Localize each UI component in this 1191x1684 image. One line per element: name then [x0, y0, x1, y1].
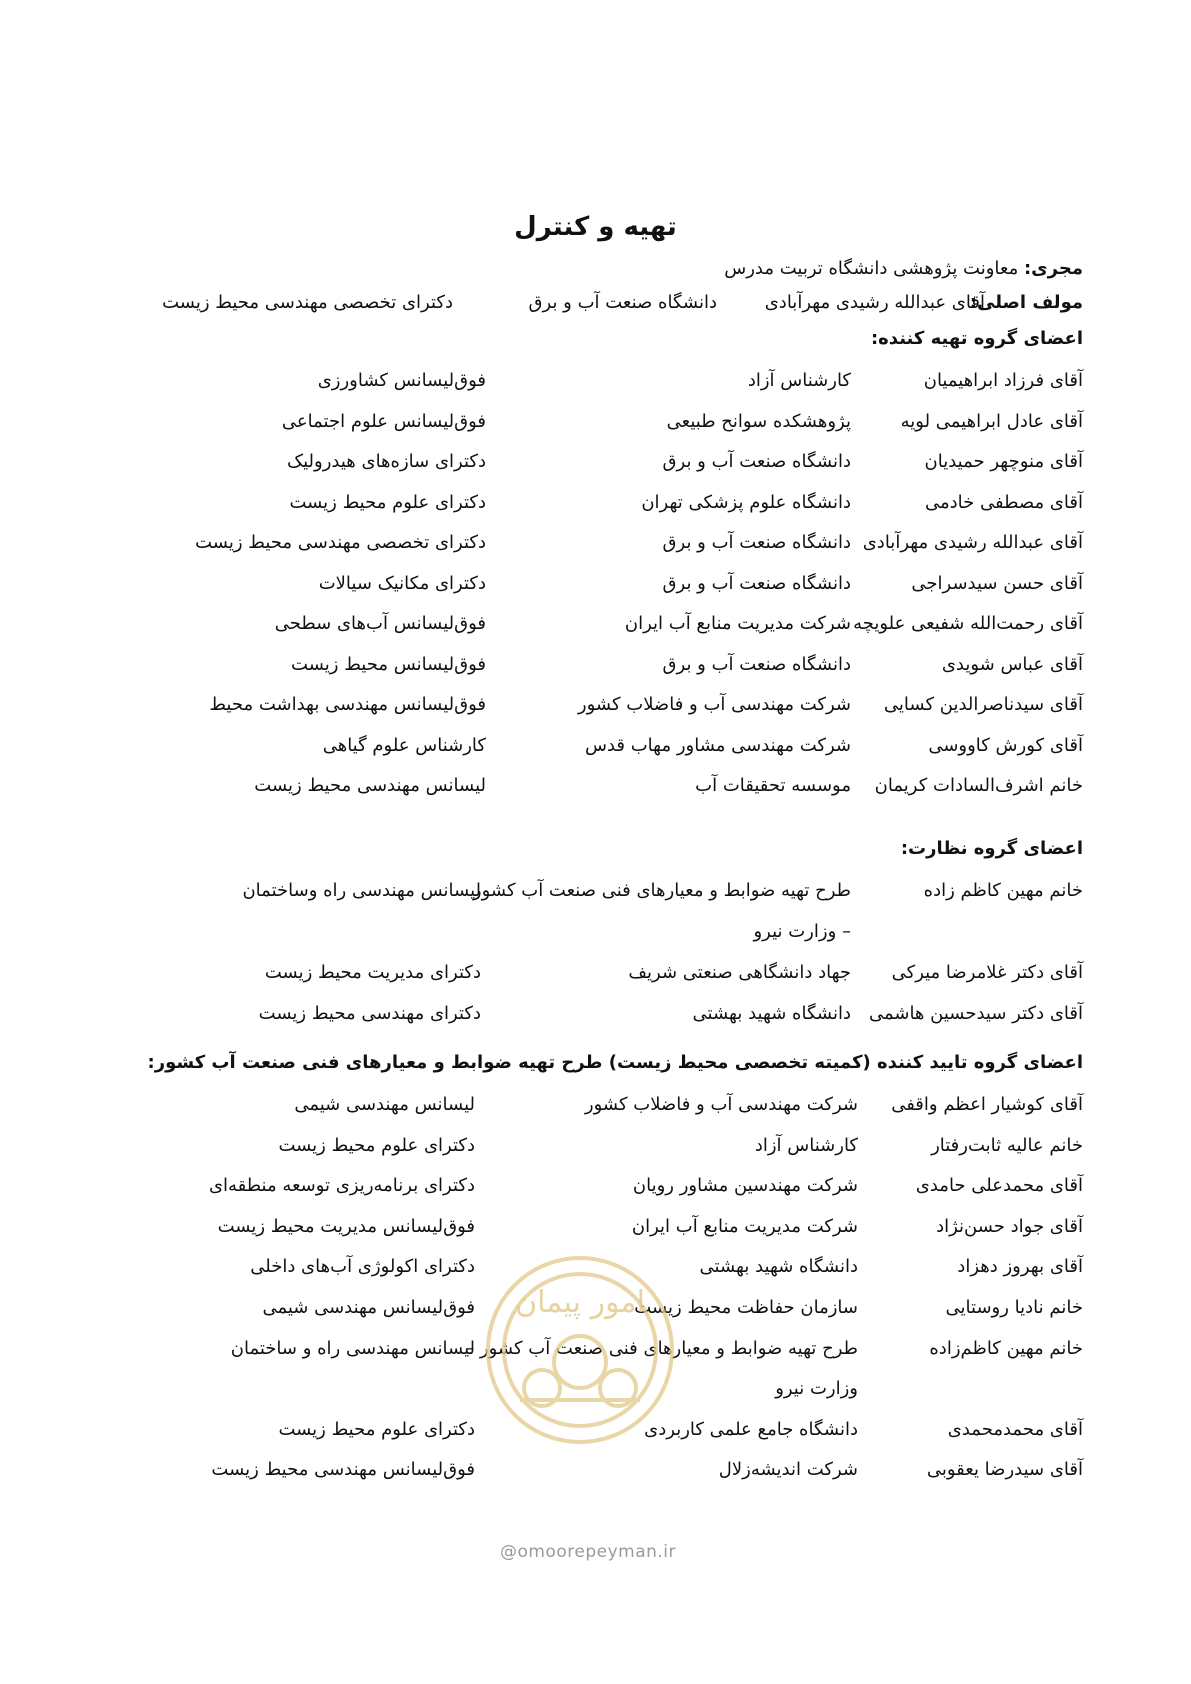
main-author-row [0, 292, 1191, 322]
member-degree: دکترای سازه‌های هیدرولیک [286, 451, 486, 472]
member-name: آقای حسن سیدسراجی [911, 572, 1083, 594]
member-institution: دانشگاه علوم پزشکی تهران [641, 491, 851, 513]
member-degree: فوق‌لیسانس محیط زیست [291, 653, 486, 675]
member-degree: دکترای علوم محیط زیست [278, 1418, 475, 1440]
member-institution: پژوهشکده سوانح طبیعی [666, 410, 851, 432]
member-name: آقای دکتر غلامرضا میرکی [891, 962, 1083, 983]
member-institution: شرکت اندیشه‌زلال [718, 1459, 858, 1481]
member-institution: دانشگاه شهید بهشتی [699, 1256, 858, 1278]
prep-group-heading: اعضای گروه تهیه کننده: [870, 328, 1083, 349]
member-degree: لیسانس مهندسی شیمی [294, 1094, 475, 1115]
member-institution: کارشناس آزاد [747, 370, 851, 391]
member-institution: دانشگاه صنعت آب و برق [662, 532, 851, 553]
member-institution-continuation: وزارت نیرو [775, 1378, 858, 1400]
member-degree: دکترای تخصصی مهندسی محیط زیست [195, 532, 486, 553]
member-degree: فوق‌لیسانس آب‌های سطحی [274, 613, 486, 634]
member-name: خانم اشرف‌السادات کریمان [874, 775, 1083, 796]
member-name: خانم نادیا روستایی [945, 1297, 1083, 1318]
member-institution: شرکت مدیریت منابع آب ایران [631, 1215, 858, 1237]
member-degree: فوق‌لیسانس علوم اجتماعی [281, 410, 486, 432]
member-name: آقای عبدالله رشیدی مهرآبادی [862, 532, 1083, 553]
member-degree: لیسانس مهندسی راه و ساختمان [230, 1337, 475, 1359]
member-degree: دکترای اکولوژی آب‌های داخلی [250, 1256, 475, 1278]
member-institution: شرکت مهندسی مشاور مهاب قدس [584, 734, 851, 756]
member-name: آقای سیدرضا یعقوبی [926, 1459, 1083, 1481]
executor-label: مجری: [1023, 258, 1083, 279]
main-author-institution: دانشگاه صنعت آب و برق [528, 292, 717, 313]
member-institution: شرکت مهندسین مشاور رویان [632, 1175, 858, 1197]
approval-group-heading: اعضای گروه تایید کننده (کمیته تخصصی محیط زیست) طرح تهیه ضوابط و معیارهای فنی صنعت آب کشور: [147, 1052, 1083, 1073]
member-degree: فوق‌لیسانس مهندسی شیمی [262, 1297, 475, 1318]
member-institution: شرکت مهندسی آب و فاضلاب کشور [584, 1094, 858, 1115]
member-institution: شرکت مدیریت منابع آب ایران [624, 613, 851, 634]
member-name: خانم عالیه ثابت‌رفتار [931, 1134, 1083, 1156]
member-degree: دکترای برنامه‌ریزی توسعه منطقه‌ای [208, 1175, 475, 1197]
member-row [0, 532, 1191, 562]
main-author-label: مولف اصلی: [969, 292, 1083, 313]
member-degree: دکترای علوم محیط زیست [289, 491, 486, 513]
member-degree: دکترای مکانیک سیالات [318, 572, 486, 594]
member-row [0, 573, 1191, 603]
member-name: آقای بهروز دهزاد [957, 1256, 1083, 1278]
member-name: آقای کورش کاووسی [928, 734, 1083, 756]
member-institution: موسسه تحقیقات آب [695, 775, 851, 796]
member-name: آقای محمدعلی حامدی [915, 1175, 1083, 1197]
member-row [0, 492, 1191, 522]
member-degree: کارشناس علوم گیاهی [322, 734, 486, 756]
member-row [0, 775, 1191, 805]
member-institution: دانشگاه صنعت آب و برق [662, 451, 851, 472]
member-degree: فوق‌لیسانس کشاورزی [317, 370, 486, 391]
member-degree: لیسانس مهندسی راه وساختمان [242, 880, 481, 901]
member-name: آقای محمدمحمدی [947, 1418, 1083, 1440]
page-title: تهیه و کنترل [514, 212, 677, 242]
member-institution: کارشناس آزاد [754, 1134, 858, 1156]
member-name: آقای عادل ابراهیمی لویه [900, 410, 1083, 432]
member-name: آقای جواد حسن‌نژاد [936, 1215, 1083, 1237]
member-row [0, 411, 1191, 441]
seal-watermark [480, 1250, 680, 1450]
member-institution: دانشگاه جامع علمی کاربردی [644, 1418, 858, 1440]
member-name: آقای سیدناصرالدین کسایی [883, 694, 1083, 715]
member-row [0, 962, 1191, 992]
member-degree: دکترای مدیریت محیط زیست [264, 962, 481, 983]
member-institution: دانشگاه صنعت آب و برق [662, 653, 851, 675]
member-name: آقای کوشیار اعظم واقفی [891, 1094, 1083, 1115]
executor-line [724, 258, 1083, 279]
member-name: آقای رحمت‌الله شفیعی علویچه [853, 613, 1083, 634]
member-row [0, 654, 1191, 684]
member-degree: دکترای مهندسی محیط زیست [258, 1003, 481, 1024]
watermark-url: @omoorepeyman.ir [500, 1542, 677, 1562]
member-institution: سازمان حفاظت محیط زیست [634, 1297, 858, 1318]
member-name: خانم مهین کاظم زاده [923, 880, 1083, 901]
member-row [0, 1216, 1191, 1246]
executor-value: معاونت پژوهشی دانشگاه تربیت مدرس [724, 258, 1019, 279]
member-row [0, 1003, 1191, 1033]
member-row [0, 1135, 1191, 1165]
member-name: آقای عباس شویدی [941, 653, 1083, 675]
member-institution: طرح تهیه ضوابط و معیارهای فنی صنعت آب کشور – [465, 1337, 858, 1359]
member-degree: لیسانس مهندسی محیط زیست [254, 775, 486, 796]
member-degree: فوق‌لیسانس مدیریت محیط زیست [217, 1215, 475, 1237]
member-row [0, 451, 1191, 481]
member-row [0, 370, 1191, 400]
member-institution: جهاد دانشگاهی صنعتی شریف [628, 962, 851, 983]
member-row [0, 1175, 1191, 1205]
member-institution: دانشگاه صنعت آب و برق [662, 572, 851, 594]
member-institution-continuation: – وزارت نیرو [753, 921, 851, 942]
member-row [0, 694, 1191, 724]
main-author-name: آقای عبدالله رشیدی مهرآبادی [764, 292, 985, 313]
member-row [0, 880, 1191, 910]
member-name: آقای مصطفی خادمی [924, 491, 1083, 513]
member-name: آقای منوچهر حمیدیان [924, 451, 1083, 472]
main-author-degree: دکترای تخصصی مهندسی محیط زیست [162, 292, 453, 313]
member-row [0, 1094, 1191, 1124]
supervision-group-heading: اعضای گروه نظارت: [900, 838, 1083, 859]
member-name: آقای دکتر سیدحسین هاشمی [868, 1003, 1083, 1024]
member-institution: طرح تهیه ضوابط و معیارهای فنی صنعت آب کشور [472, 880, 851, 901]
seal-text: امور پیمان [515, 1285, 645, 1320]
member-row [0, 1459, 1191, 1489]
member-institution: شرکت مهندسی آب و فاضلاب کشور [577, 694, 851, 715]
member-name: خانم مهین کاظم‌زاده [929, 1337, 1083, 1359]
member-degree: فوق‌لیسانس مهندسی محیط زیست [211, 1459, 475, 1481]
member-degree: دکترای علوم محیط زیست [278, 1134, 475, 1156]
member-row [0, 613, 1191, 643]
member-row [0, 735, 1191, 765]
member-degree: فوق‌لیسانس مهندسی بهداشت محیط [209, 694, 486, 715]
member-name: آقای فرزاد ابراهیمیان [923, 370, 1083, 391]
member-row-continuation [0, 921, 1191, 951]
member-institution: دانشگاه شهید بهشتی [692, 1003, 851, 1024]
